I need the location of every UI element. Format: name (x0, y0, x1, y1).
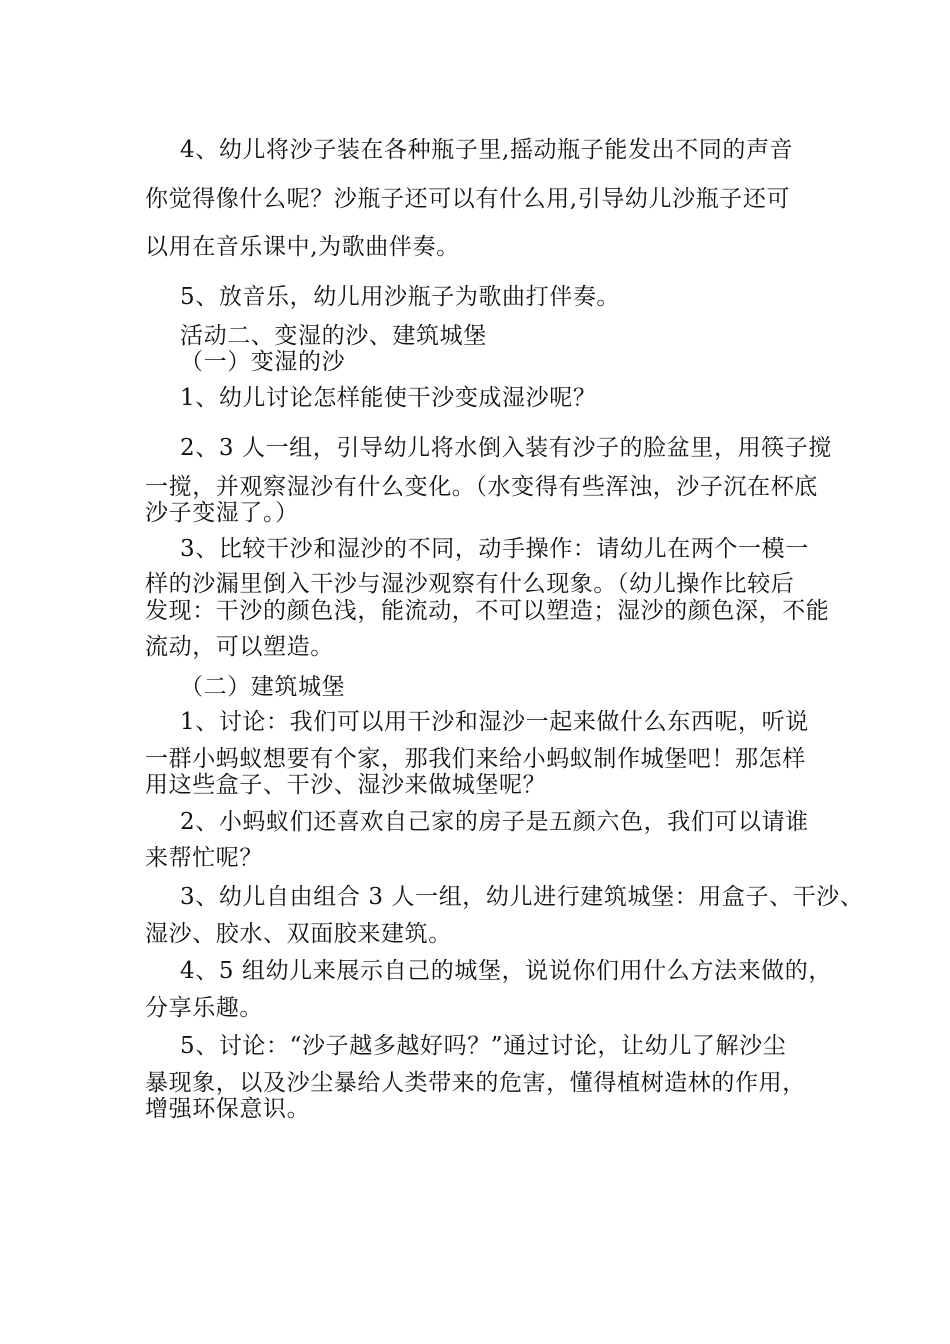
paragraph-line: 一群小蚂蚁想要有个家，那我们来给小蚂蚁制作城堡吧！那怎样 (145, 746, 806, 772)
paragraph-line: 以用在音乐课中,为歌曲伴奏。 (145, 234, 460, 260)
paragraph-line: 分享乐趣。 (145, 995, 263, 1021)
paragraph-line: 暴现象，以及沙尘暴给人类带来的危害，懂得植树造林的作用， (145, 1070, 806, 1096)
paragraph-line: 来帮忙呢？ (145, 845, 263, 871)
paragraph-line: 5、讨论：“沙子越多越好吗？”通过讨论，让幼儿了解沙尘 (180, 1033, 787, 1059)
subsection-heading: （一）变湿的沙 (180, 349, 346, 375)
paragraph-line: 2、3 人一组，引导幼儿将水倒入装有沙子的脸盆里，用筷子搅 (180, 435, 832, 461)
paragraph-line: 4、幼儿将沙子装在各种瓶子里,摇动瓶子能发出不同的声音 (180, 137, 794, 163)
paragraph-line: 增强环保意识。 (145, 1096, 311, 1122)
paragraph-line: 5、放音乐，幼儿用沙瓶子为歌曲打伴奏。 (180, 284, 621, 310)
paragraph-line: 用这些盒子、干沙、湿沙来做城堡呢？ (145, 772, 547, 798)
paragraph-line: 样的沙漏里倒入干沙与湿沙观察有什么现象。（幼儿操作比较后 (145, 571, 795, 597)
section-heading: 活动二、变湿的沙、建筑城堡 (180, 323, 487, 349)
paragraph-line: 4、5 组幼儿来展示自己的城堡，说说你们用什么方法来做的， (180, 958, 832, 984)
paragraph-line: 湿沙、胶水、双面胶来建筑。 (145, 921, 452, 947)
paragraph-line: 发现：干沙的颜色浅，能流动，不可以塑造；湿沙的颜色深，不能 (145, 598, 830, 624)
paragraph-line: 3、比较干沙和湿沙的不同，动手操作：请幼儿在两个一模一 (180, 536, 809, 562)
paragraph-line: 一搅，并观察湿沙有什么变化。（水变得有些浑浊，沙子沉在杯底 (145, 474, 818, 500)
subsection-heading: （二）建筑城堡 (180, 674, 346, 700)
paragraph-line: 你觉得像什么呢？沙瓶子还可以有什么用,引导幼儿沙瓶子还可 (145, 186, 791, 212)
paragraph-line: 1、讨论：我们可以用干沙和湿沙一起来做什么东西呢，听说 (180, 709, 809, 735)
paragraph-line: 沙子变湿了。） (145, 500, 299, 526)
paragraph-line: 2、小蚂蚁们还喜欢自己家的房子是五颜六色，我们可以请谁 (180, 809, 809, 835)
paragraph-line: 流动，可以塑造。 (145, 634, 334, 660)
paragraph-line: 1、幼儿讨论怎样能使干沙变成湿沙呢？ (180, 385, 597, 411)
paragraph-line: 3、幼儿自由组合 3 人一组，幼儿进行建筑城堡：用盒子、干沙、 (180, 884, 864, 910)
